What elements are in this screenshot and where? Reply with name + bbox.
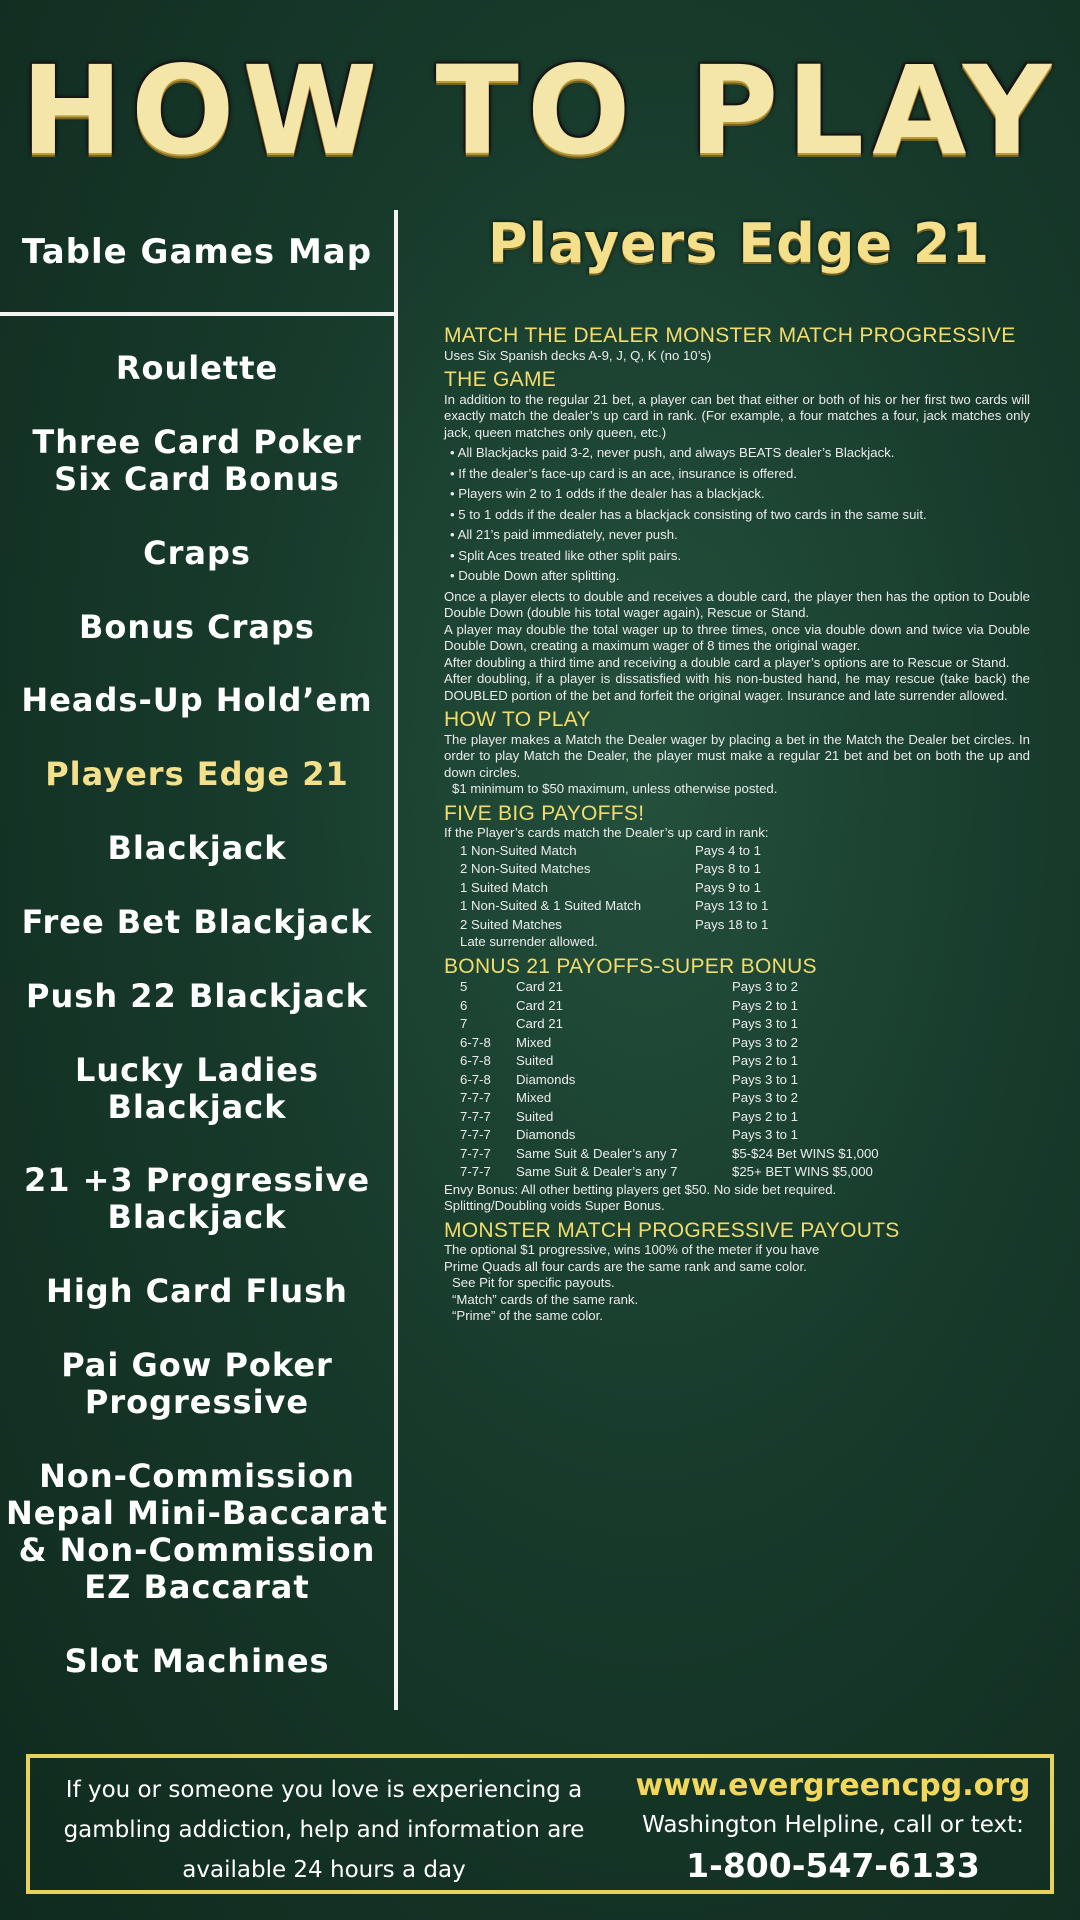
- cards-cell: 6-7-8: [460, 1034, 491, 1050]
- pays-cell: Pays 8 to 1: [695, 861, 761, 876]
- helpline-url-link[interactable]: www.evergreencpg.org: [635, 1768, 1031, 1803]
- section-text: A player may double the total wager up to three times, once via double down and twice via Double Double Down, creating a maximum wager of 8 times the original wager.: [444, 621, 1030, 653]
- table-row: [444, 1126, 879, 1145]
- type-cell: Suited: [516, 1053, 554, 1068]
- type-cell: Card 21: [516, 1016, 563, 1031]
- type-cell: Same Suit & Dealer’s any 7: [516, 1145, 678, 1161]
- section-heading: HOW TO PLAY: [444, 708, 591, 731]
- cards-cell: 6-7-8: [460, 1053, 491, 1068]
- hand-cell: 1 Non-Suited & 1 Suited Match: [460, 898, 642, 913]
- sidebar-item-baccarat[interactable]: Non-Commission Nepal Mini-Baccarat & Non-Commission EZ Baccarat: [5, 1456, 389, 1606]
- table-row: [444, 1089, 879, 1108]
- sidebar-item-bonus-craps[interactable]: Bonus Craps: [79, 607, 315, 646]
- pays-cell: Pays 18 to 1: [695, 916, 769, 932]
- table-row: [444, 916, 768, 935]
- section-text: The optional $1 progressive, wins 100% of the meter if you have: [444, 1242, 820, 1257]
- pays-cell: Pays 3 to 1: [732, 1127, 798, 1142]
- pays-cell: Pays 3 to 2: [732, 1034, 798, 1050]
- cards-cell: 5: [460, 979, 468, 994]
- sidebar-item-high-card-flush[interactable]: High Card Flush: [46, 1272, 348, 1311]
- type-cell: Card 21: [516, 979, 563, 994]
- sidebar-item-heads-up-holdem[interactable]: Heads-Up Hold’em: [21, 681, 373, 720]
- sidebar-item-free-bet-blackjack[interactable]: Free Bet Blackjack: [21, 902, 373, 941]
- type-cell: Diamonds: [516, 1071, 576, 1087]
- section-heading: MONSTER MATCH PROGRESSIVE PAYOUTS: [444, 1218, 900, 1242]
- type-cell: Diamonds: [516, 1127, 576, 1142]
- rule-bullet: • All 21’s paid immediately, never push.: [444, 527, 1030, 544]
- helpline-label: Washington Helpline, call or text:: [642, 1812, 1024, 1838]
- pays-cell: Pays 3 to 2: [732, 979, 798, 994]
- table-row: [444, 1052, 879, 1071]
- type-cell: Mixed: [516, 1034, 552, 1050]
- cards-cell: 7-7-7: [460, 1164, 491, 1179]
- cards-cell: 6: [460, 997, 468, 1013]
- sidebar-title: Table Games Map: [21, 232, 373, 272]
- section-text: In addition to the regular 21 bet, a player can bet that either or both of his or her first two cards will exactly match the dealer’s up card in rank. (For example, a four matches a four, jack matches only jack, queen matches only queen, etc.): [444, 391, 1030, 440]
- section-text: $1 minimum to $50 maximum, unless otherwise posted.: [452, 781, 778, 796]
- section-heading: MATCH THE DEALER MONSTER MATCH PROGRESSIVE: [444, 324, 1016, 347]
- table-row: [444, 1034, 879, 1053]
- helpline-banner: [26, 1754, 1054, 1894]
- game-title: Players Edge 21: [487, 212, 991, 275]
- type-cell: Same Suit & Dealer’s any 7: [516, 1164, 678, 1179]
- pays-cell: Pays 9 to 1: [695, 879, 761, 895]
- section-text: “Match” cards of the same rank.: [452, 1291, 639, 1307]
- section-text: After doubling, if a player is dissatisfied with his non-busted hand, he may rescue (take back) the DOUBLED portion of the bet and forfeit the original wager. Insurance and late surrender allowed.: [444, 671, 1030, 703]
- sidebar-item-push-22-blackjack[interactable]: Push 22 Blackjack: [26, 976, 368, 1015]
- table-row: [444, 1071, 879, 1090]
- rule-bullet: • If the dealer’s face-up card is an ace, insurance is offered.: [444, 466, 1030, 483]
- rule-bullet: • Players win 2 to 1 odds if the dealer has a blackjack.: [444, 486, 1030, 503]
- column-divider: [394, 210, 398, 1710]
- cards-cell: 7: [460, 1016, 468, 1031]
- bonus-table: [444, 978, 879, 1182]
- sidebar-item-roulette[interactable]: Roulette: [115, 349, 279, 387]
- table-games-menu: [0, 330, 394, 1710]
- pays-cell: Pays 3 to 1: [732, 1071, 798, 1087]
- page-title: HOW TO PLAY: [20, 40, 1060, 182]
- hand-cell: 2 Non-Suited Matches: [460, 861, 591, 876]
- type-cell: Card 21: [516, 997, 563, 1013]
- section-text: Once a player elects to double and receives a double card, the player then has the option to Double Double Down (double his total wager again), Rescue or Stand.: [444, 588, 1030, 620]
- cards-cell: 7-7-7: [460, 1108, 491, 1124]
- sidebar-item-craps[interactable]: Craps: [143, 533, 251, 572]
- table-row: [444, 978, 879, 997]
- game-rules: [444, 324, 1030, 1325]
- sidebar-item-slot-machines[interactable]: Slot Machines: [64, 1641, 330, 1680]
- pays-cell: Pays 2 to 1: [732, 1053, 798, 1068]
- table-row: [444, 842, 768, 861]
- cards-cell: 6-7-8: [460, 1071, 491, 1087]
- section-heading: THE GAME: [444, 368, 557, 391]
- hand-cell: 1 Suited Match: [460, 879, 548, 895]
- rule-bullet: • Double Down after splitting.: [444, 568, 1030, 585]
- table-row: [444, 1108, 879, 1127]
- section-text: Envy Bonus: All other betting players get $50. No side bet required.: [444, 1181, 837, 1197]
- rule-bullet: • Split Aces treated like other split pairs.: [444, 548, 1030, 565]
- table-row: [444, 897, 768, 916]
- pays-cell: Pays 3 to 2: [732, 1090, 798, 1105]
- sidebar-item-lucky-ladies[interactable]: Lucky Ladies Blackjack: [74, 1050, 320, 1126]
- cards-cell: 7-7-7: [460, 1127, 491, 1142]
- section-heading: BONUS 21 PAYOFFS-SUPER BONUS: [444, 954, 817, 978]
- pays-cell: Pays 13 to 1: [695, 898, 769, 913]
- type-cell: Suited: [516, 1108, 554, 1124]
- sidebar-item-pai-gow-poker[interactable]: Pai Gow Poker Progressive: [61, 1346, 333, 1422]
- table-row: [444, 1163, 879, 1182]
- helpline-contact: [618, 1764, 1048, 1890]
- sidebar-item-players-edge-21[interactable]: Players Edge 21: [45, 755, 349, 794]
- section-text: See Pit for specific payouts.: [452, 1275, 615, 1290]
- sidebar-item-three-card-poker[interactable]: Three Card Poker Six Card Bonus: [32, 422, 362, 498]
- section-text: Prime Quads all four cards are the same rank and same color.: [444, 1258, 807, 1274]
- helpline-phone-link[interactable]: 1-800-547-6133: [686, 1846, 980, 1885]
- type-cell: Mixed: [516, 1090, 552, 1105]
- section-text: Late surrender allowed.: [460, 934, 598, 949]
- hand-cell: 2 Suited Matches: [460, 916, 562, 932]
- pays-cell: $5-$24 Bet WINS $1,000: [732, 1145, 879, 1161]
- pays-cell: Pays 2 to 1: [732, 997, 798, 1013]
- section-heading: FIVE BIG PAYOFFS!: [444, 801, 645, 825]
- section-text: After doubling a third time and receiving a double card a player’s options are to Rescue or Stand.: [444, 654, 1010, 670]
- sidebar-item-blackjack[interactable]: Blackjack: [107, 829, 287, 868]
- pays-cell: $25+ BET WINS $5,000: [732, 1164, 873, 1179]
- section-text: If the Player’s cards match the Dealer’s up card in rank:: [444, 825, 769, 840]
- pays-cell: Pays 3 to 1: [732, 1016, 798, 1031]
- section-text: “Prime” of the same color.: [452, 1308, 603, 1323]
- sidebar-divider: [0, 312, 396, 316]
- rule-bullet: • All Blackjacks paid 3-2, never push, and always BEATS dealer’s Blackjack.: [444, 445, 1030, 462]
- rule-bullet: • 5 to 1 odds if the dealer has a blackjack consisting of two cards in the same suit.: [444, 507, 1030, 524]
- payoff-table: [444, 842, 768, 935]
- cards-cell: 7-7-7: [460, 1145, 491, 1161]
- cards-cell: 7-7-7: [460, 1090, 491, 1105]
- section-text: Splitting/Doubling voids Super Bonus.: [444, 1198, 665, 1213]
- table-row: [444, 1015, 879, 1034]
- section-text: The player makes a Match the Dealer wager by placing a bet in the Match the Dealer bet circles. In order to play Match the Dealer, the player must make a regular 21 bet and bet on both the up and down circles.: [444, 731, 1030, 780]
- section-text: Uses Six Spanish decks A-9, J, Q, K (no 10’s): [444, 347, 712, 363]
- table-row: [444, 997, 879, 1016]
- sidebar-item-21-plus-3[interactable]: 21 +3 Progressive Blackjack: [23, 1161, 371, 1237]
- table-row: [444, 860, 768, 879]
- hand-cell: 1 Non-Suited Match: [460, 842, 577, 858]
- gambling-help-message: If you or someone you love is experiencing a gambling addiction, help and information are available 24 hours a day: [63, 1777, 585, 1883]
- table-row: [444, 879, 768, 898]
- table-row: [444, 1145, 879, 1164]
- pays-cell: Pays 2 to 1: [732, 1108, 798, 1124]
- pays-cell: Pays 4 to 1: [695, 842, 761, 858]
